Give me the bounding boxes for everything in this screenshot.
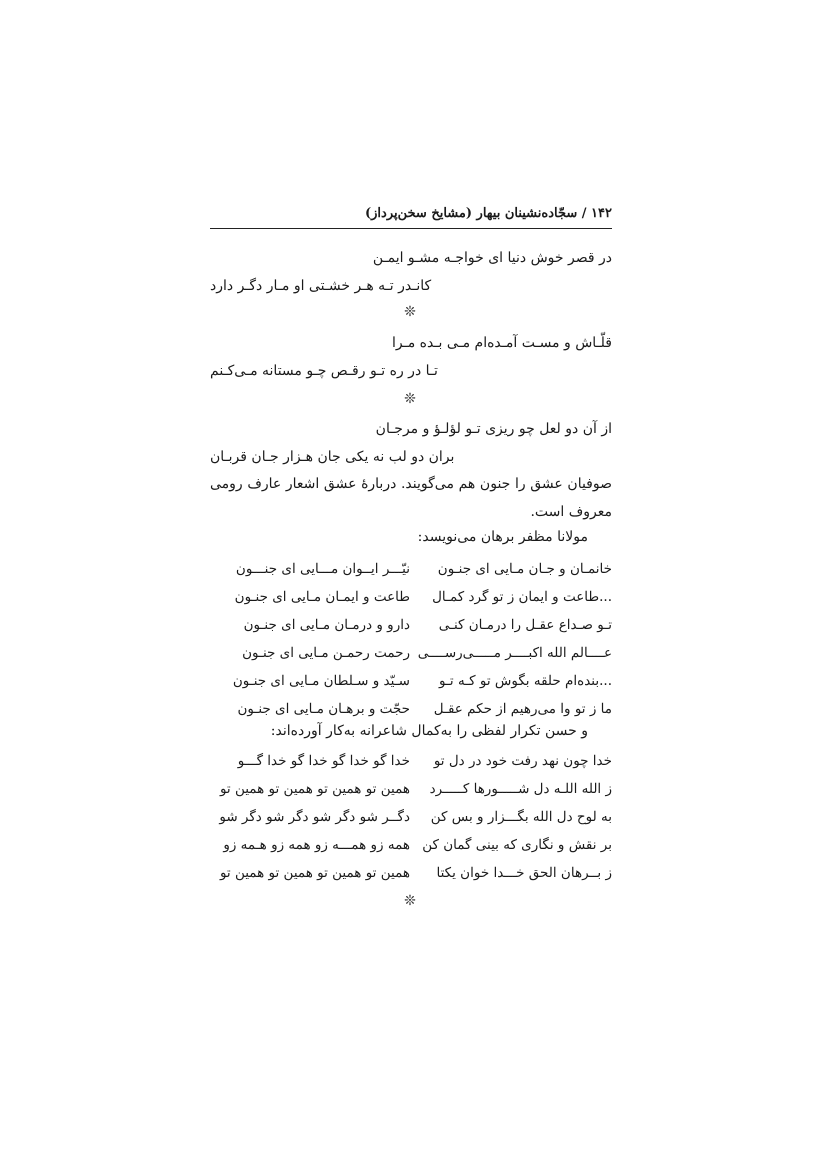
hemistich-right: ما ز تو وا می‌رهیم از حکم عقـل (433, 701, 612, 717)
hemistich-left: خدا گو خدا گو خدا گو خدا گـــو (237, 753, 410, 769)
hemistich-left: سـیّد و سـلطان مـایی ای جنـون (232, 673, 410, 689)
hemistich-right: عــــالم الله اکبــــر مـــــی‌رســــی (417, 645, 612, 661)
hemistich-left: همین تو همین تو همین تو همین تو (219, 781, 410, 797)
separator-ornament: ❊ (404, 304, 416, 320)
hemistich-right: به لوح دل الله بگـــزار و بس کن (430, 809, 612, 825)
header-rule (210, 228, 612, 229)
hemistich-right: خانمـان و جـان مـایی ای جنـون (437, 561, 612, 577)
intro-line-2: و حسن تکرار لفظی را به‌کمال شاعرانه به‌کار آورده‌اند: (270, 723, 588, 739)
intro-line-1: مولانا مظفر برهان می‌نویسد: (417, 529, 588, 545)
hemistich-right: تـو صـداع عقـل را درمـان کنـی (438, 617, 612, 633)
verse-1-line-1: در قصر خوش دنیا ای خواجـه مشـو ایمـن (372, 250, 612, 266)
verse-2-line-2: تـا در ره تـو رقـص چـو مستانه مـی‌کـنم (210, 363, 438, 379)
hemistich-left: همه زو همـــه زو همه زو هـمه زو (223, 837, 410, 853)
hemistich-left: حجّت و برهـان مـایی ای جنـون (237, 701, 410, 717)
hemistich-right: ز الله اللـه دل شـــــورها کـــــرد (429, 781, 612, 797)
separator-ornament: ❊ (404, 391, 416, 407)
verse-2-line-1: قلّـاش و مسـت آمـده‌ام مـی بـده مـرا (392, 335, 612, 351)
hemistich-left: نیّـــر ایــوان مـــایی ای جنـــون (235, 561, 410, 577)
hemistich-right: بر نقش و نگاری که بینی گمان کن (422, 837, 612, 853)
verse-1-line-2: کانـدر تـه هـر خشـتی او مـار دگـر دارد (210, 278, 432, 294)
hemistich-left: دگــر شو دگر شو دگر شو دگر شو (219, 809, 410, 825)
prose-paragraph: صوفیان عشق را جنون هم می‌گویند. دربارهٔ عشق اشعار عارف رومی معروف است. (210, 476, 612, 520)
hemistich-left: طاعت و ایمـان مـایی ای جنـون (234, 589, 410, 605)
hemistich-left: رحمت رحمـن مـایی ای جنـون (242, 645, 410, 661)
verse-3-line-2: بران دو لب نه یکی جان هـزار جـان قربـان (210, 449, 455, 465)
hemistich-left: همین تو همین تو همین تو همین تو (219, 865, 410, 881)
running-header: ۱۴۲ / سجّاده‌نشینان بیهار (مشایخ سخن‌پرداز) (365, 206, 612, 221)
hemistich-left: دارو و درمـان مـایی ای جنـون (243, 617, 410, 633)
hemistich-right: ...بنده‌ام حلقه بگوش تو کـه تـو (438, 673, 612, 689)
hemistich-right: ز بــرهان الحق خـــدا خوان یکتا (436, 865, 612, 881)
separator-ornament: ❊ (404, 893, 416, 909)
verse-3-line-1: از آن دو لعل چو ریزی تـو لؤلـؤ و مرجـان (375, 421, 612, 437)
hemistich-right: خدا چون نهد رفت خود در دل تو (433, 753, 612, 769)
hemistich-right: ...طاعت و ایمان ز تو گرد کمـال (432, 589, 612, 605)
